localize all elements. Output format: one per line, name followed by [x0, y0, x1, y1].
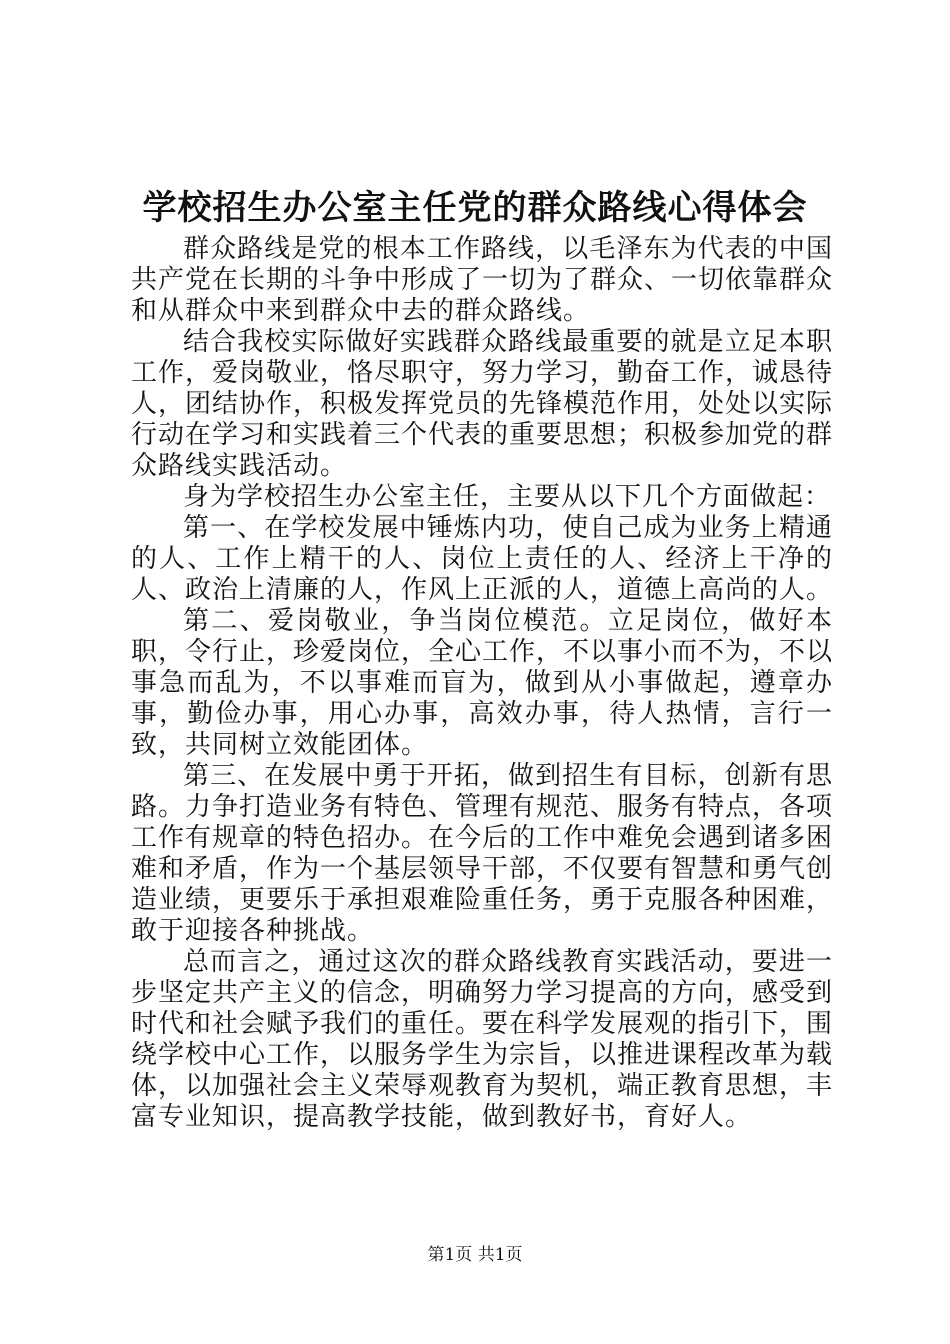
paragraph-2: 结合我校实际做好实践群众路线最重要的就是立足本职工作，爱岗敬业，恪尽职守，努力学习，勤奋工作，诚恳待人，团结协作，积极发挥党员的先锋模范作用，处处以实际行动在学习和实践着三个代表的重要思想；积极参加党的群众路线实践活动。: [131, 327, 834, 481]
page-title: 学校招生办公室主任党的群众路线心得体会: [142, 188, 808, 228]
paragraph-1: 群众路线是党的根本工作路线，以毛泽东为代表的中国共产党在长期的斗争中形成了一切为了群众、一切依靠群众和从群众中来到群众中去的群众路线。: [131, 234, 834, 326]
paragraph-6: 第三、在发展中勇于开拓，做到招生有目标，创新有思路。力争打造业务有特色、管理有规范、服务有特点，各项工作有规章的特色招办。在今后的工作中难免会遇到诸多困难和矛盾，作为一个基层领导干部，不仅要有智慧和勇气创造业绩，更要乐于承担艰难险重任务，勇于克服各种困难，敢于迎接各种挑战。: [131, 761, 834, 946]
document-body: [131, 234, 833, 1133]
paragraph-3: 身为学校招生办公室主任，主要从以下几个方面做起：: [183, 482, 832, 512]
paragraph-5: 第二、爱岗敬业，争当岗位模范。立足岗位，做好本职，令行止，珍爱岗位，全心工作，不以事小而不为，不以事急而乱为，不以事难而盲为，做到从小事做起，遵章办事，勤俭办事，用心办事，高效办事，待人热情，言行一致，共同树立效能团体。: [131, 606, 834, 760]
paragraph-4: 第一、在学校发展中锤炼内功，使自己成为业务上精通的人、工作上精干的人、岗位上责任的人、经济上干净的人、政治上清廉的人，作风上正派的人，道德上高尚的人。: [131, 513, 834, 605]
paragraph-7: 总而言之，通过这次的群众路线教育实践活动，要进一步坚定共产主义的信念，明确努力学习提高的方向，感受到时代和社会赋予我们的重任。要在科学发展观的指引下，围绕学校中心工作，以服务学生为宗旨，以推进课程改革为载体，以加强社会主义荣辱观教育为契机，端正教育思想，丰富专业知识，提高教学技能，做到教好书，育好人。: [131, 947, 834, 1132]
page-number-footer: 第1页 共1页: [427, 1245, 523, 1265]
